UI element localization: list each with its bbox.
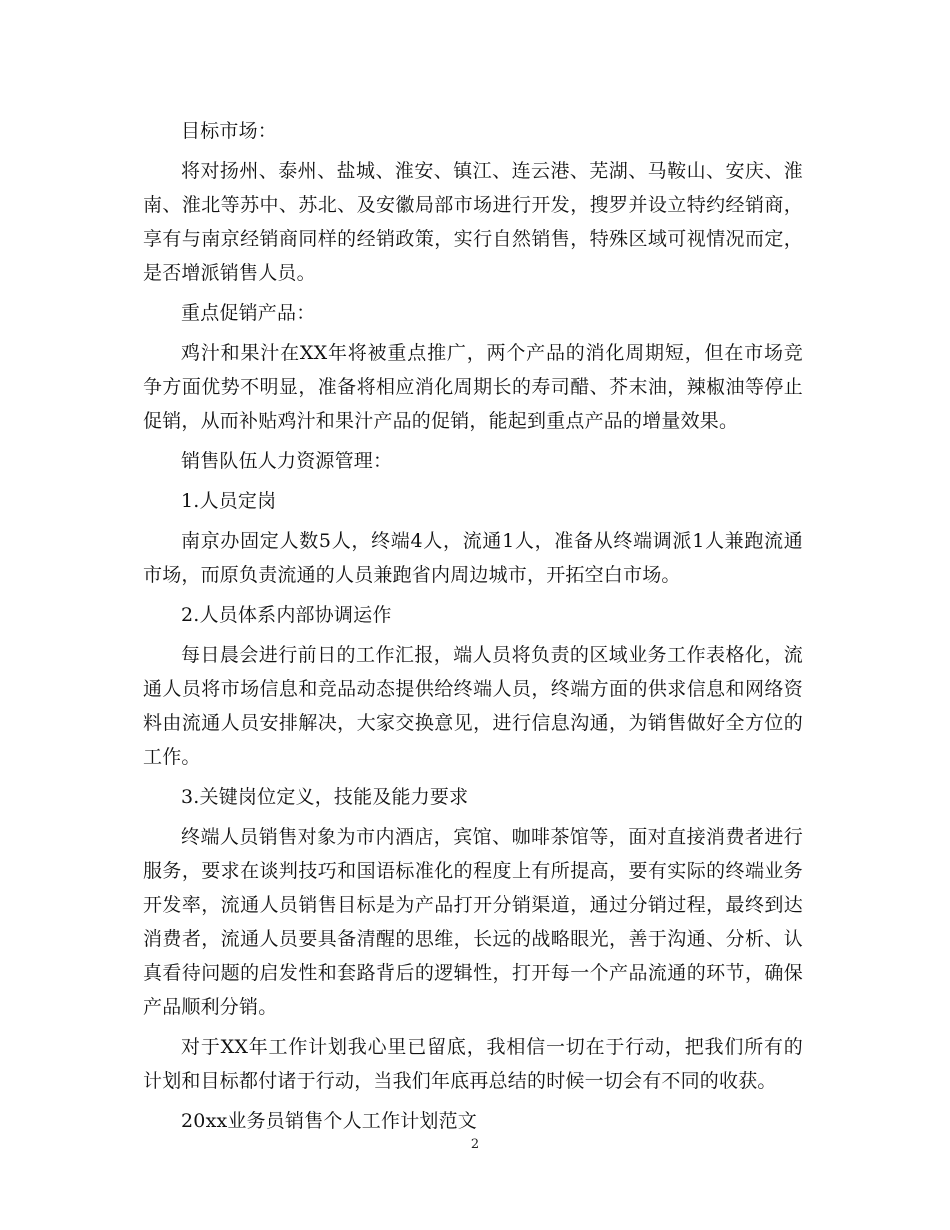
- heading-next-article: 20xx业务员销售个人工作计划范文: [181, 1110, 478, 1132]
- paragraph-coordination: 每日晨会进行前日的工作汇报，端人员将负责的区域业务工作表格化，流通人员将市场信息和竞品动态提供给终端人员，终端方面的供求信息和网络资料由流通人员安排解决，大家交换意见，进行信息沟通，为销售做好全方位的工作。: [143, 644, 803, 768]
- paragraph-key-products: 鸡汁和果汁在XX年将被重点推广，两个产品的消化周期短，但在市场竞争方面优势不明显，准备将相应消化周期长的寿司醋、芥末油，辣椒油等停止促销，从而补贴鸡汁和果汁产品的促销，能起到重点产品的增量效果。: [143, 342, 803, 432]
- paragraph-key-positions: 终端人员销售对象为市内酒店，宾馆、咖啡茶馆等，面对直接消费者进行服务，要求在谈判技巧和国语标准化的程度上有所提高，要有实际的终端业务开发率，流通人员销售目标是为产品打开分销渠道，通过分销过程，最终到达消费者，流通人员要具备清醒的思维，长远的战略眼光，善于沟通、分析、认真看待问题的启发性和套路背后的逻辑性，打开每一个产品流通的环节，确保产品顺利分销。: [143, 826, 803, 1018]
- paragraph-target-market: 将对扬州、泰州、盐城、淮安、镇江、连云港、芜湖、马鞍山、安庆、淮南、淮北等苏中、苏北、及安徽局部市场进行开发，搜罗并设立特约经销商，享有与南京经销商同样的经销政策，实行自然销售，特殊区域可视情况而定，是否增派销售人员。: [143, 160, 803, 284]
- heading-sales-team-hr: 销售队伍人力资源管理：: [181, 450, 393, 472]
- heading-target-market: 目标市场：: [181, 120, 278, 142]
- document-body: [143, 114, 803, 1144]
- subheading-staffing: 1.人员定岗: [181, 490, 277, 512]
- page-number: 2: [470, 1137, 480, 1152]
- paragraph-conclusion: 对于XX年工作计划我心里已留底，我相信一切在于行动，把我们所有的计划和目标都付诸于行动，当我们年底再总结的时候一切会有不同的收获。: [143, 1036, 803, 1092]
- paragraph-staffing: 南京办固定人数5人，终端4人，流通1人，准备从终端调派1人兼跑流通市场，而原负责流通的人员兼跑省内周边城市，开拓空白市场。: [143, 530, 803, 586]
- subheading-key-positions: 3.关键岗位定义，技能及能力要求: [181, 786, 469, 808]
- subheading-coordination: 2.人员体系内部协调运作: [181, 604, 392, 626]
- heading-key-products: 重点促销产品：: [181, 302, 316, 324]
